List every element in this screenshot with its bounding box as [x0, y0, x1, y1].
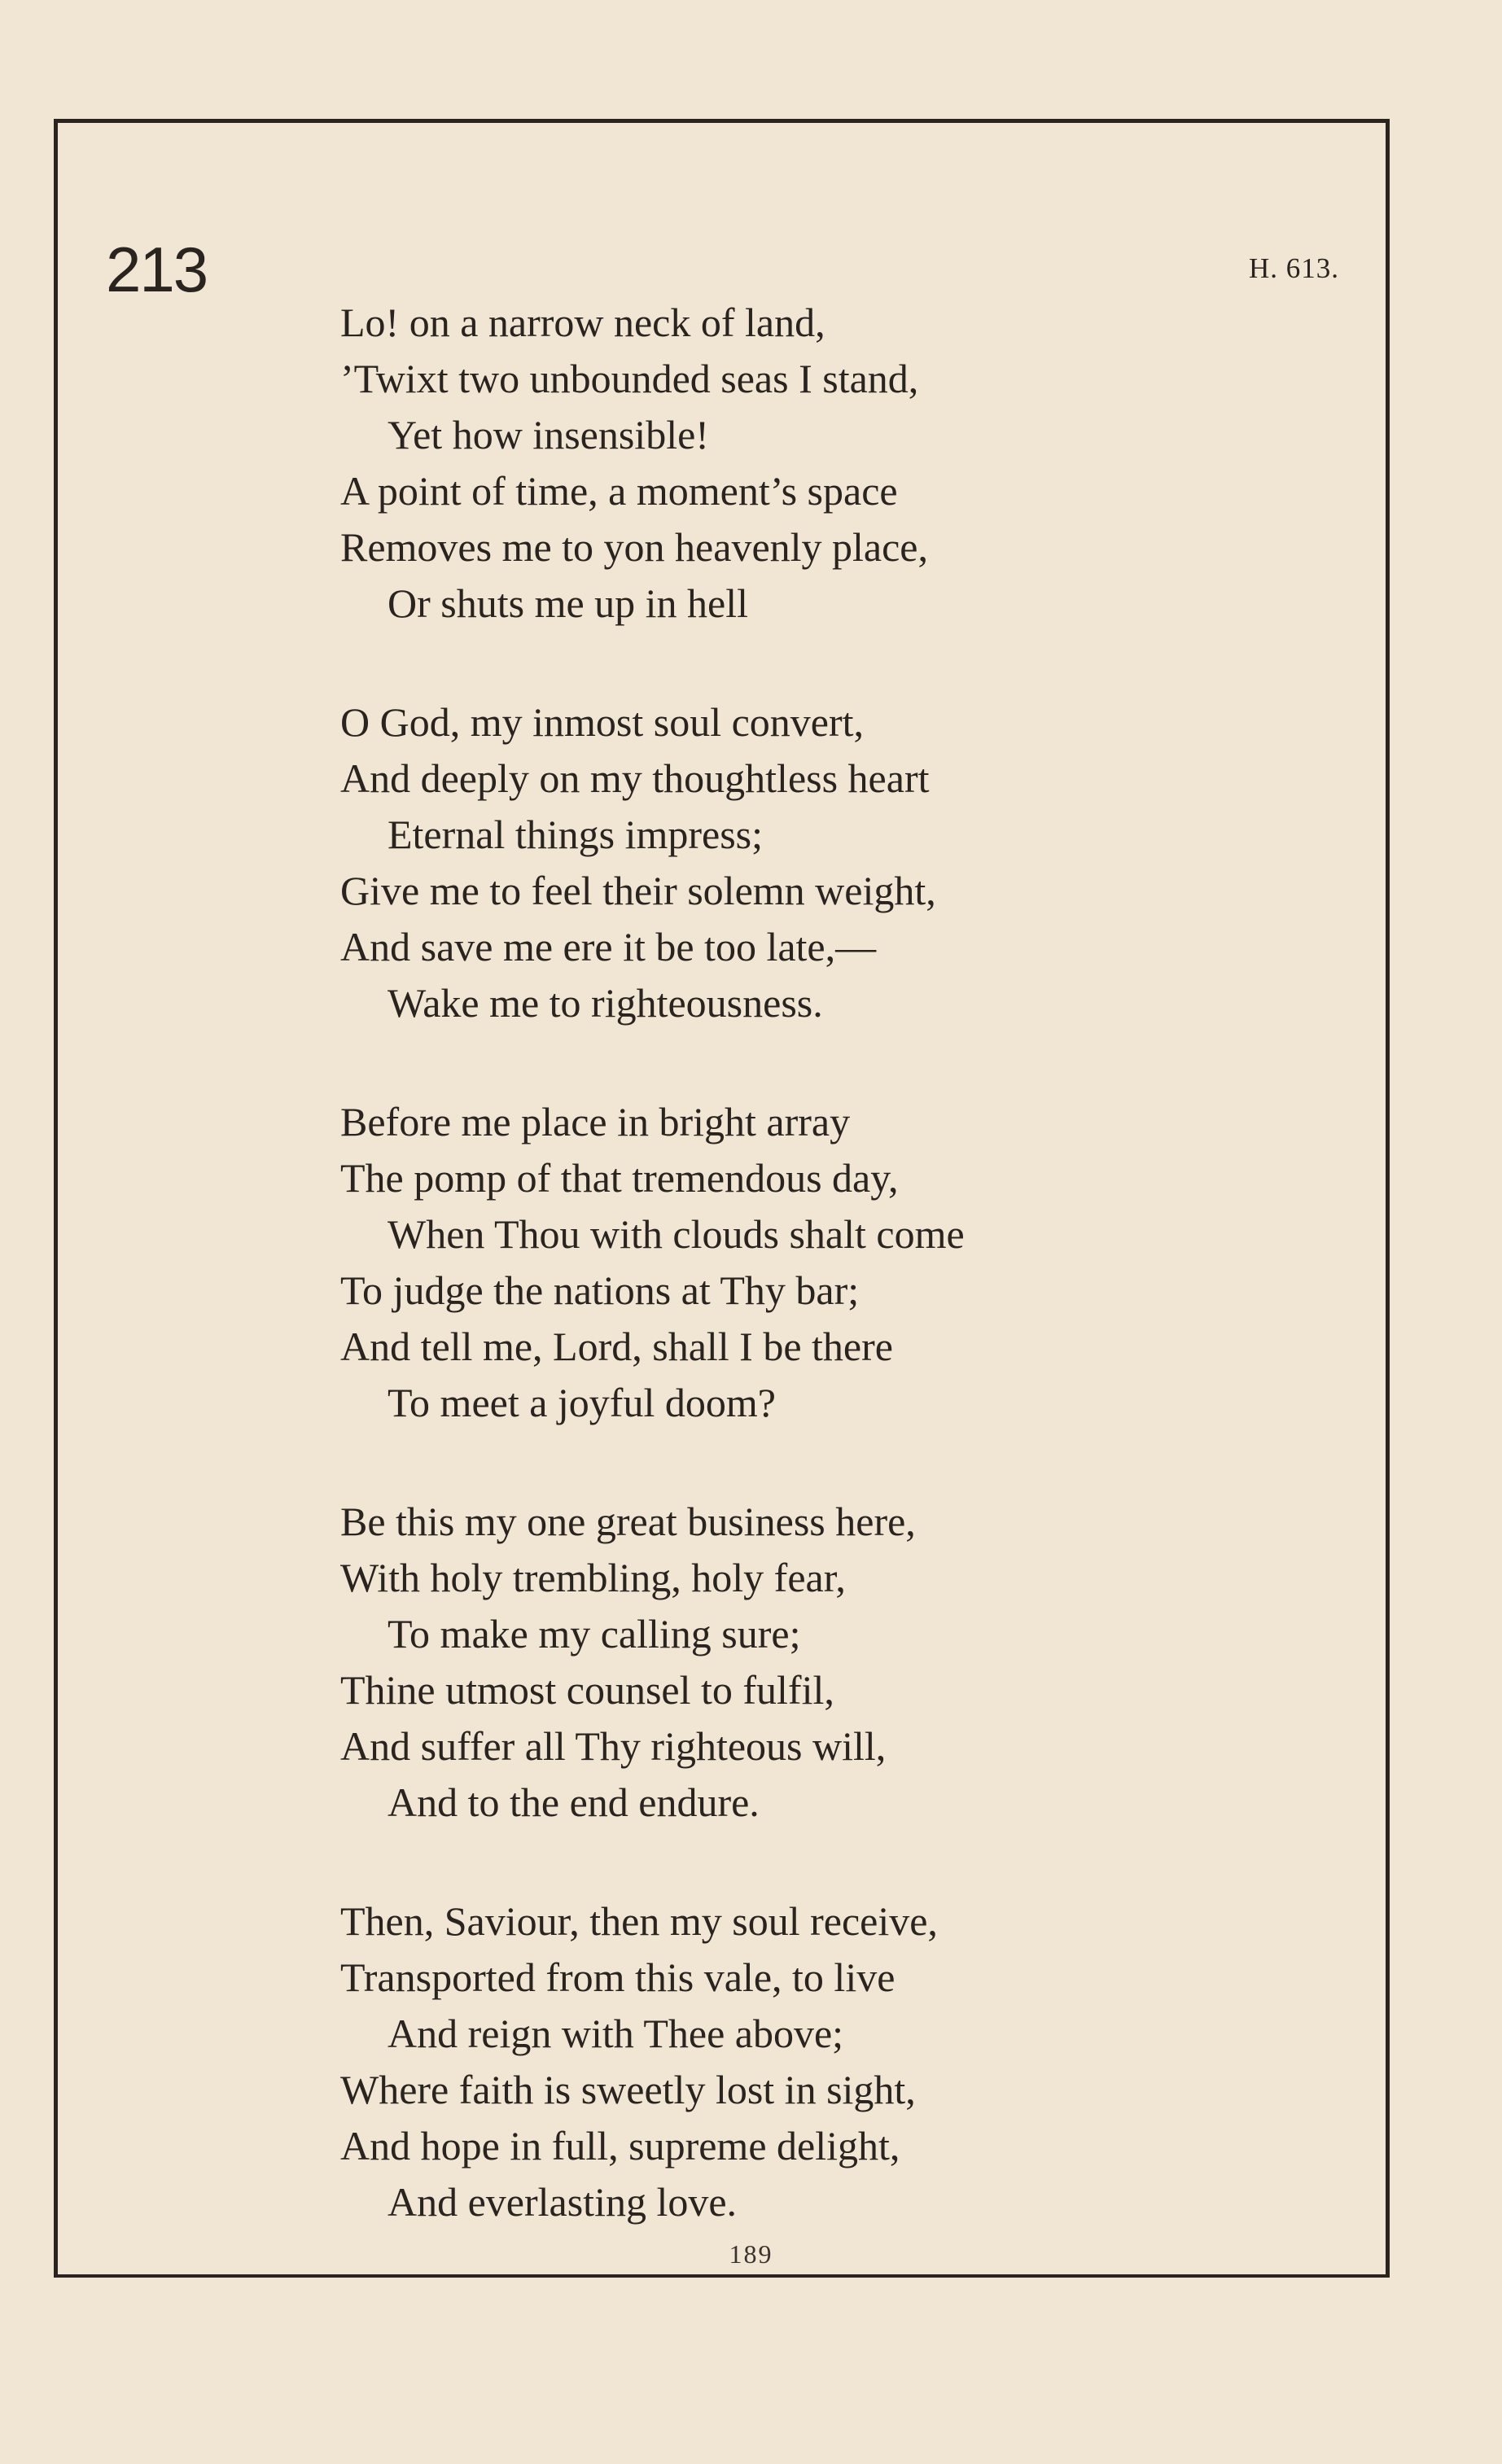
verse-line: The pomp of that tremendous day,	[340, 1155, 899, 1201]
verse-line: When Thou with clouds shalt come	[388, 1211, 965, 1257]
source-reference: H. 613.	[1248, 252, 1339, 284]
verse-line: Then, Saviour, then my soul receive,	[340, 1898, 938, 1944]
verse-line: And hope in full, supreme delight,	[340, 2123, 900, 2169]
verse-line: O God, my inmost soul convert,	[340, 699, 865, 745]
verse-line: And everlasting love.	[388, 2179, 738, 2225]
verse-line: Wake me to righteousness.	[388, 980, 823, 1026]
verse-line: Or shuts me up in hell	[388, 580, 749, 626]
stanza-1	[340, 295, 1154, 632]
hymn-number: 213	[106, 234, 208, 305]
verse-line: Before me place in bright array	[340, 1099, 851, 1144]
verse-line: Where faith is sweetly lost in sight,	[340, 2067, 916, 2112]
verse-line: Lo! on a narrow neck of land,	[340, 300, 825, 345]
verse-line: Give me to feel their solemn weight,	[340, 868, 936, 913]
stanza-4	[340, 1494, 1154, 1831]
verse-line: And save me ere it be too late,—	[340, 924, 877, 969]
verse-line: And to the end endure.	[388, 1779, 760, 1825]
verse-line: And deeply on my thoughtless heart	[340, 755, 930, 801]
verse-line: A point of time, a moment’s space	[340, 468, 898, 514]
stanza-2	[340, 694, 1154, 1031]
verse-line: And reign with Thee above;	[388, 2011, 844, 2056]
verse-line: To judge the nations at Thy bar;	[340, 1267, 860, 1313]
verse-line: ’Twixt two unbounded seas I stand,	[340, 356, 919, 401]
verse-line: With holy trembling, holy fear,	[340, 1555, 846, 1600]
stanza-3	[340, 1094, 1154, 1431]
verse-line: Transported from this vale, to live	[340, 1954, 896, 2000]
hymn-text	[340, 295, 1154, 2293]
stanza-5	[340, 1893, 1154, 2230]
verse-line: And suffer all Thy righteous will,	[340, 1723, 887, 1769]
verse-line: Be this my one great business here,	[340, 1499, 916, 1544]
verse-line: Yet how insensible!	[388, 412, 709, 457]
page-number: 189	[729, 2239, 773, 2269]
verse-line: Eternal things impress;	[388, 812, 764, 857]
verse-line: And tell me, Lord, shall I be there	[340, 1324, 893, 1369]
verse-line: Removes me to yon heavenly place,	[340, 524, 928, 570]
verse-line: To meet a joyful doom?	[388, 1380, 776, 1425]
verse-line: To make my calling sure;	[388, 1611, 801, 1657]
verse-line: Thine utmost counsel to fulfil,	[340, 1667, 834, 1713]
